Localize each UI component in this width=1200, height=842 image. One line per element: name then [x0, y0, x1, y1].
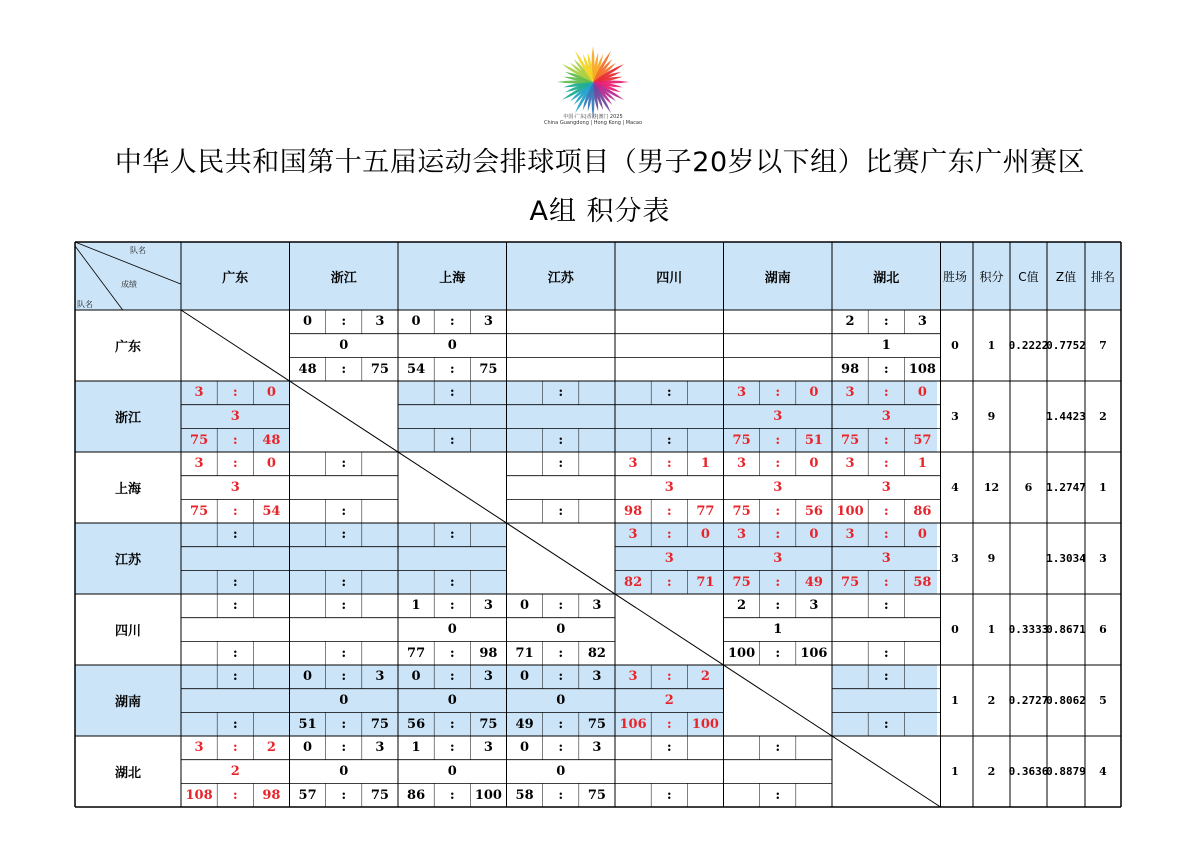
rally-points-won: 49: [515, 716, 534, 732]
sets-won: 1: [411, 740, 421, 756]
score-separator: :: [666, 527, 672, 543]
points-separator: :: [341, 361, 347, 377]
score-separator: :: [883, 598, 889, 614]
sets-won: 0: [303, 314, 313, 330]
points-separator: :: [232, 716, 238, 732]
score-separator: :: [775, 456, 781, 472]
score-separator: :: [232, 527, 238, 543]
rally-points-lost: 75: [370, 716, 389, 732]
score-separator: :: [558, 456, 564, 472]
points-separator: :: [883, 503, 889, 519]
score-separator: :: [775, 740, 781, 756]
rally-points-won: 77: [407, 645, 426, 661]
column-header-2: 上海: [439, 270, 466, 286]
points-separator: :: [775, 432, 781, 448]
sets-lost: 3: [809, 598, 819, 614]
rally-points-lost: 100: [691, 716, 719, 732]
points-separator: :: [883, 645, 889, 661]
row-label: 四川: [114, 624, 141, 639]
sets-won: 0: [303, 669, 313, 685]
sets-won: 3: [628, 669, 638, 685]
points-separator: :: [341, 574, 347, 590]
points-separator: :: [232, 787, 238, 803]
sets-lost: 0: [266, 456, 276, 472]
match-points: 3: [881, 550, 891, 566]
rally-points-lost: 57: [913, 432, 932, 448]
points-separator: :: [558, 645, 564, 661]
points-separator: :: [449, 432, 455, 448]
stat-wins: 3: [951, 410, 959, 423]
sets-won: 2: [845, 314, 855, 330]
sets-lost: 3: [592, 669, 602, 685]
rally-points-lost: 49: [804, 574, 823, 590]
rally-points-won: 75: [841, 432, 860, 448]
rally-points-won: 58: [515, 787, 534, 803]
stat-c: 0.3333: [1008, 623, 1049, 636]
sets-won: 3: [845, 385, 855, 401]
match-points: 1: [881, 337, 891, 353]
sets-lost: 3: [375, 740, 385, 756]
points-separator: :: [775, 503, 781, 519]
rally-points-won: 75: [190, 503, 209, 519]
rally-points-lost: 48: [262, 432, 281, 448]
score-separator: :: [775, 527, 781, 543]
stat-wins: 1: [951, 765, 959, 778]
row-label: 湖南: [114, 695, 141, 710]
points-separator: :: [341, 787, 347, 803]
points-separator: :: [883, 361, 889, 377]
match-points: 0: [447, 692, 457, 708]
stat-wins: 0: [951, 623, 959, 636]
row-label: 上海: [114, 482, 141, 497]
rally-points-lost: 71: [696, 574, 715, 590]
points-separator: :: [232, 645, 238, 661]
stat-rank: 3: [1099, 552, 1107, 565]
sets-lost: 3: [483, 314, 493, 330]
stat-c: 6: [1024, 481, 1033, 494]
score-separator: :: [558, 669, 564, 685]
sets-won: 0: [520, 740, 530, 756]
rally-points-won: 56: [407, 716, 426, 732]
rally-points-won: 100: [728, 645, 756, 661]
score-separator: :: [341, 740, 347, 756]
match-points: 0: [339, 337, 349, 353]
column-header-3: 江苏: [547, 270, 574, 286]
column-header-0: 广东: [222, 270, 249, 286]
stat-z: 1.2747: [1046, 481, 1086, 494]
rally-points-lost: 98: [479, 645, 498, 661]
stat-c: [1010, 523, 1047, 594]
stat-header-3: Z值: [1055, 269, 1077, 284]
rally-points-won: 86: [407, 787, 426, 803]
points-separator: :: [775, 645, 781, 661]
sets-won: 1: [411, 598, 421, 614]
score-separator: :: [449, 740, 455, 756]
score-separator: :: [232, 669, 238, 685]
rally-points-lost: 75: [370, 787, 389, 803]
stat-points: 12: [983, 481, 1000, 494]
sets-lost: 0: [809, 385, 819, 401]
points-separator: :: [449, 787, 455, 803]
sets-lost: 1: [917, 456, 927, 472]
stat-rank: 6: [1099, 623, 1107, 636]
sets-lost: 0: [809, 456, 819, 472]
score-separator: :: [666, 456, 672, 472]
rally-points-won: 75: [732, 432, 751, 448]
rally-points-lost: 75: [370, 361, 389, 377]
rally-points-lost: 86: [913, 503, 932, 519]
stat-header-4: 排名: [1090, 269, 1115, 284]
points-separator: :: [449, 645, 455, 661]
row-label: 湖北: [114, 766, 141, 781]
score-separator: :: [232, 740, 238, 756]
match-points: 3: [773, 408, 783, 424]
column-header-5: 湖南: [764, 270, 791, 286]
stat-header-2: C值: [1018, 269, 1039, 284]
match-points: 3: [773, 479, 783, 495]
points-separator: :: [883, 716, 889, 732]
sets-lost: 0: [700, 527, 710, 543]
stat-wins: 3: [951, 552, 959, 565]
score-separator: :: [883, 314, 889, 330]
rally-points-lost: 108: [908, 361, 936, 377]
match-points: 3: [230, 479, 240, 495]
score-separator: :: [341, 669, 347, 685]
score-separator: :: [775, 385, 781, 401]
score-separator: :: [449, 314, 455, 330]
rally-points-won: 75: [732, 503, 751, 519]
points-separator: :: [449, 716, 455, 732]
sets-won: 3: [628, 456, 638, 472]
sets-lost: 0: [266, 385, 276, 401]
sets-won: 3: [845, 527, 855, 543]
sets-lost: 0: [917, 385, 927, 401]
points-separator: :: [775, 574, 781, 590]
points-separator: :: [232, 432, 238, 448]
match-points: 3: [881, 408, 891, 424]
rally-points-won: 75: [732, 574, 751, 590]
rally-points-lost: 100: [474, 787, 502, 803]
page-subtitle: A组 积分表: [529, 196, 671, 227]
stat-z: 0.8671: [1046, 623, 1086, 636]
points-separator: :: [449, 574, 455, 590]
points-separator: :: [775, 787, 781, 803]
sets-lost: 1: [700, 456, 710, 472]
sets-won: 3: [845, 456, 855, 472]
points-separator: :: [666, 574, 672, 590]
score-separator: :: [449, 669, 455, 685]
sets-won: 0: [520, 669, 530, 685]
rally-points-lost: 75: [479, 716, 498, 732]
rally-points-won: 108: [185, 787, 213, 803]
stat-points: 2: [987, 765, 996, 778]
stat-header-1: 积分: [979, 269, 1004, 284]
sets-won: 3: [194, 740, 204, 756]
stat-header-0: 胜场: [942, 269, 967, 284]
points-separator: :: [341, 716, 347, 732]
points-separator: :: [232, 574, 238, 590]
score-separator: :: [449, 527, 455, 543]
match-points: 3: [664, 550, 674, 566]
page-title: 中华人民共和国第十五届运动会排球项目（男子20岁以下组）比赛广东广州赛区: [114, 147, 1086, 178]
points-separator: :: [558, 432, 564, 448]
row-label: 浙江: [114, 411, 141, 426]
sets-lost: 3: [375, 314, 385, 330]
match-points: 2: [664, 692, 674, 708]
sets-lost: 3: [483, 669, 493, 685]
sets-won: 3: [194, 385, 204, 401]
sets-won: 3: [194, 456, 204, 472]
sets-won: 0: [520, 598, 530, 614]
match-points: 2: [230, 763, 240, 779]
stat-z: 0.8879: [1046, 765, 1086, 778]
points-separator: :: [341, 503, 347, 519]
sets-lost: 0: [917, 527, 927, 543]
rally-points-lost: 106: [800, 645, 828, 661]
score-separator: :: [341, 527, 347, 543]
score-separator: :: [232, 456, 238, 472]
score-separator: :: [883, 456, 889, 472]
score-separator: :: [883, 385, 889, 401]
score-separator: :: [558, 740, 564, 756]
stat-c: 0.2727: [1008, 694, 1049, 707]
match-points: 0: [339, 692, 349, 708]
rally-points-lost: 98: [262, 787, 281, 803]
sets-lost: 3: [592, 598, 602, 614]
stat-rank: 1: [1099, 481, 1107, 494]
match-points: 3: [773, 550, 783, 566]
score-separator: :: [666, 669, 672, 685]
points-separator: :: [449, 361, 455, 377]
score-separator: :: [341, 314, 347, 330]
score-separator: :: [341, 598, 347, 614]
score-separator: :: [883, 669, 889, 685]
rally-points-lost: 56: [804, 503, 823, 519]
score-separator: :: [558, 598, 564, 614]
stat-z: 0.8062: [1046, 694, 1086, 707]
score-separator: :: [666, 385, 672, 401]
stat-c: [1010, 381, 1047, 452]
score-separator: :: [232, 598, 238, 614]
sets-lost: 3: [375, 669, 385, 685]
rally-points-won: 54: [407, 361, 426, 377]
rally-points-won: 106: [619, 716, 647, 732]
stat-rank: 7: [1099, 339, 1107, 352]
points-separator: :: [666, 503, 672, 519]
stat-z: 1.3034: [1046, 552, 1086, 565]
rally-points-lost: 54: [262, 503, 281, 519]
rally-points-won: 82: [624, 574, 643, 590]
match-points: 3: [664, 479, 674, 495]
rally-points-won: 51: [298, 716, 317, 732]
stat-wins: 1: [951, 694, 959, 707]
stat-points: 1: [987, 623, 996, 636]
sets-lost: 3: [483, 740, 493, 756]
row-label: 江苏: [114, 553, 141, 568]
rally-points-won: 48: [298, 361, 317, 377]
rally-points-won: 98: [624, 503, 643, 519]
score-separator: :: [449, 385, 455, 401]
sets-lost: 3: [592, 740, 602, 756]
match-points: 3: [881, 479, 891, 495]
score-separator: :: [883, 527, 889, 543]
corner-label-middle: 成绩: [121, 280, 137, 289]
rally-points-won: 75: [841, 574, 860, 590]
stat-wins: 4: [951, 481, 959, 494]
logo-caption: 中国·广东|香港|澳门 2025 China Guangdong | Hong Kong | Macao: [543, 114, 643, 126]
score-separator: :: [775, 598, 781, 614]
corner-label-top: 队名: [130, 246, 146, 255]
stat-points: 1: [987, 339, 996, 352]
points-separator: :: [558, 716, 564, 732]
rally-points-lost: 75: [587, 787, 606, 803]
rally-points-won: 57: [298, 787, 317, 803]
sets-lost: 3: [483, 598, 493, 614]
sets-won: 3: [628, 527, 638, 543]
rally-points-lost: 58: [913, 574, 932, 590]
points-separator: :: [558, 787, 564, 803]
rally-points-lost: 82: [587, 645, 606, 661]
match-points: 1: [773, 621, 783, 637]
stat-z: 0.7752: [1046, 339, 1086, 352]
score-separator: :: [558, 385, 564, 401]
stat-c: 0.2222: [1008, 339, 1049, 352]
sets-won: 3: [737, 385, 747, 401]
rally-points-lost: 75: [587, 716, 606, 732]
corner-label-bottom: 队名: [77, 300, 93, 309]
rally-points-lost: 77: [696, 503, 715, 519]
score-separator: :: [449, 598, 455, 614]
sets-lost: 0: [809, 527, 819, 543]
points-separator: :: [666, 716, 672, 732]
match-points: 0: [447, 621, 457, 637]
stat-wins: 0: [951, 339, 959, 352]
column-header-6: 湖北: [873, 270, 900, 286]
column-header-1: 浙江: [330, 270, 357, 286]
match-points: 3: [230, 408, 240, 424]
sets-won: 0: [411, 669, 421, 685]
rally-points-lost: 51: [804, 432, 823, 448]
match-points: 0: [339, 763, 349, 779]
match-points: 0: [447, 337, 457, 353]
rally-points-won: 75: [190, 432, 209, 448]
sets-won: 3: [737, 527, 747, 543]
stat-points: 2: [987, 694, 996, 707]
stat-c: 0.3636: [1008, 765, 1049, 778]
rally-points-won: 98: [841, 361, 860, 377]
stat-points: 9: [987, 552, 996, 565]
match-points: 0: [556, 692, 566, 708]
sets-lost: 2: [700, 669, 710, 685]
points-separator: :: [558, 503, 564, 519]
score-separator: :: [341, 456, 347, 472]
sets-lost: 3: [917, 314, 927, 330]
match-points: 0: [556, 763, 566, 779]
rally-points-lost: 75: [479, 361, 498, 377]
stat-z: 1.4423: [1046, 410, 1086, 423]
rally-points-won: 100: [836, 503, 864, 519]
sets-won: 2: [737, 598, 747, 614]
stat-rank: 2: [1099, 410, 1107, 423]
points-separator: :: [883, 432, 889, 448]
column-header-4: 四川: [656, 270, 683, 286]
match-points: 0: [556, 621, 566, 637]
points-separator: :: [883, 574, 889, 590]
sets-won: 0: [303, 740, 313, 756]
sets-lost: 2: [266, 740, 276, 756]
points-separator: :: [666, 787, 672, 803]
points-separator: :: [232, 503, 238, 519]
match-points: 0: [447, 763, 457, 779]
stat-rank: 5: [1099, 694, 1107, 707]
row-label: 广东: [114, 340, 141, 355]
score-separator: :: [232, 385, 238, 401]
score-separator: :: [666, 740, 672, 756]
rally-points-won: 71: [515, 645, 534, 661]
stat-rank: 4: [1099, 765, 1107, 778]
sets-won: 3: [737, 456, 747, 472]
stat-points: 9: [987, 410, 996, 423]
sets-won: 0: [411, 314, 421, 330]
points-separator: :: [341, 645, 347, 661]
points-separator: :: [666, 432, 672, 448]
